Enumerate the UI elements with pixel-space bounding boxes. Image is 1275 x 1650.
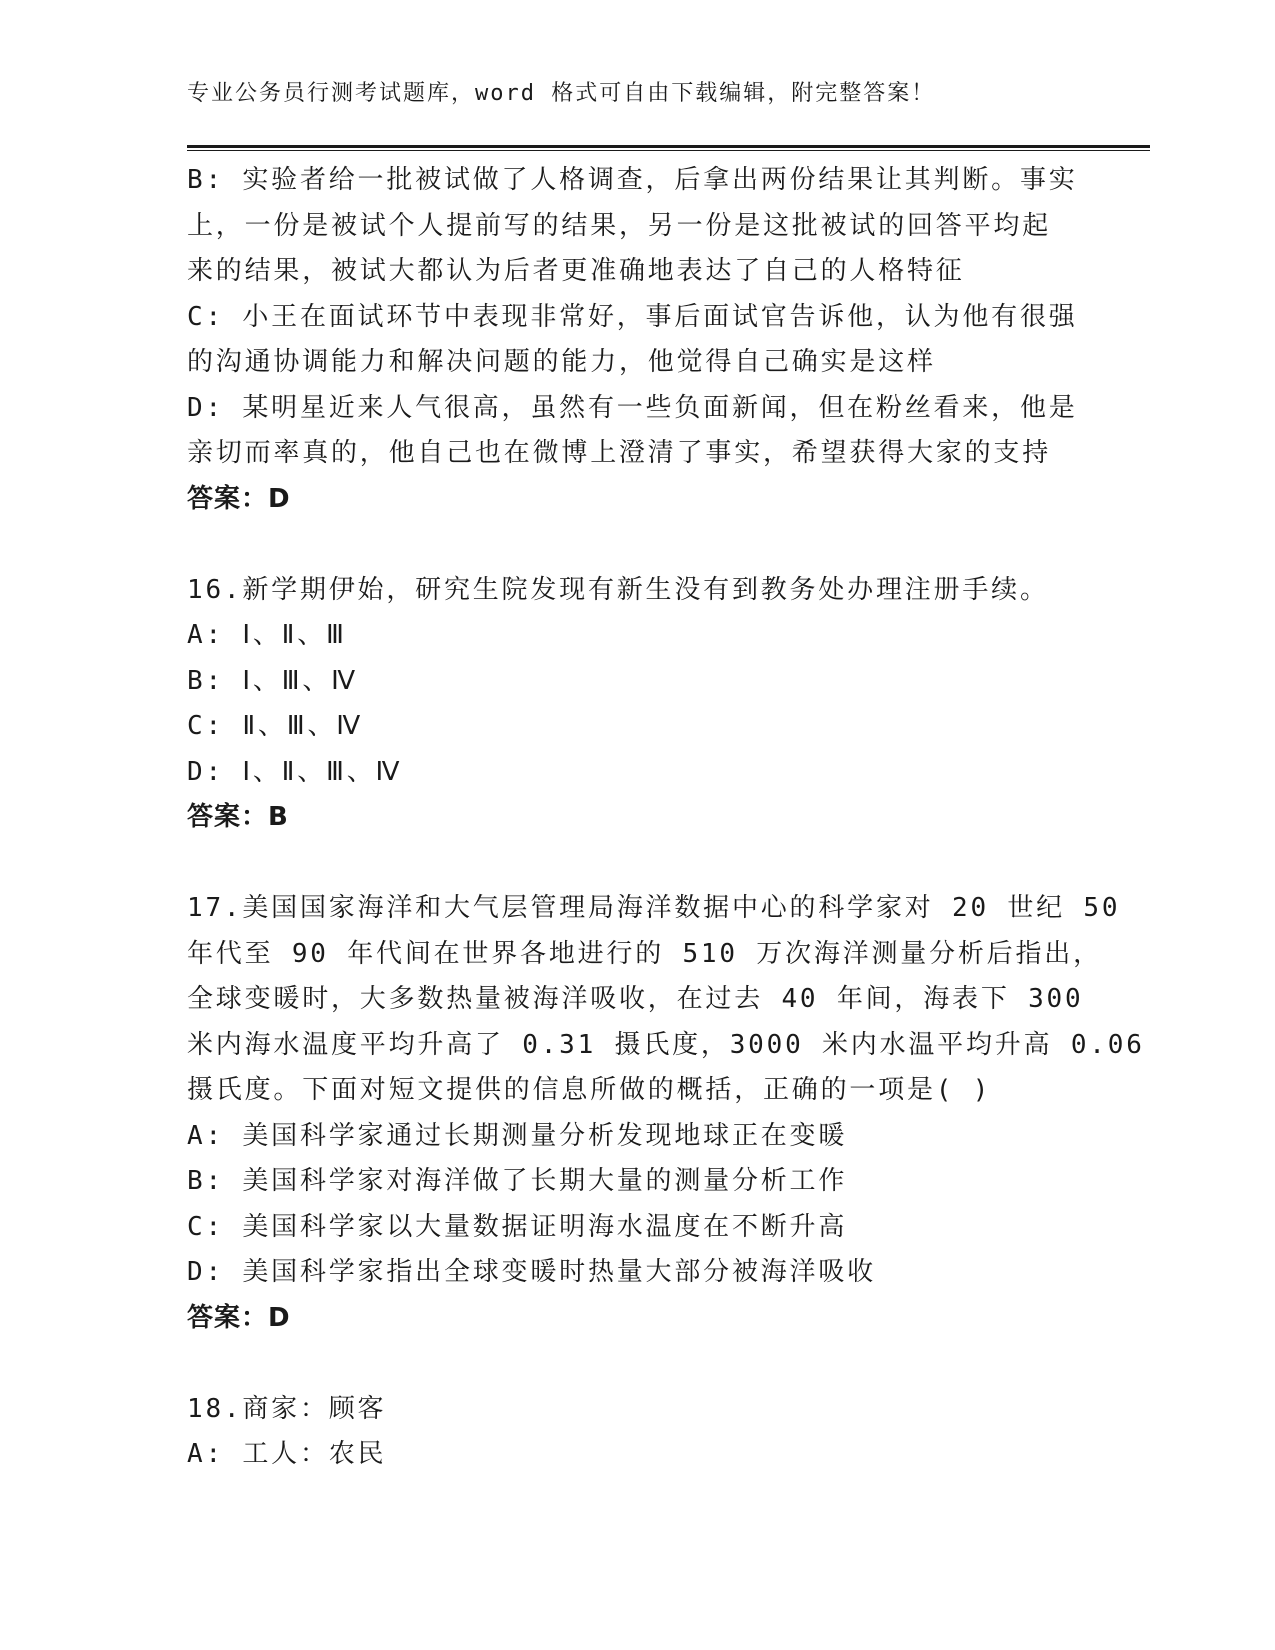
q16-stem: 16.新学期伊始，研究生院发现有新生没有到教务处办理注册手续。	[187, 574, 1049, 605]
q15-option-c-line1: C: 小王在面试环节中表现非常好，事后面试官告诉他，认为他有很强	[187, 301, 1078, 332]
q17-option-b: B: 美国科学家对海洋做了长期大量的测量分析工作	[187, 1166, 848, 1196]
q15-option-d-line2: 亲切而率真的，他自己也在微博上澄清了事实，希望获得大家的支持	[187, 438, 1052, 468]
q15-option-b-line1: B: 实验者给一批被试做了人格调查，后拿出两份结果让其判断。事实	[187, 165, 1078, 195]
q17-option-a: A: 美国科学家通过长期测量分析发现地球正在变暖	[187, 1120, 848, 1151]
q15-option-b-line3: 来的结果，被试大都认为后者更准确地表达了自己的人格特征	[187, 256, 965, 286]
q18-stem: 18.商家：顾客	[187, 1393, 387, 1424]
q16-option-b: B: Ⅰ、Ⅲ、Ⅳ	[187, 665, 358, 696]
q16-option-c: C: Ⅱ、Ⅲ、Ⅳ	[187, 711, 364, 741]
q17-stem-line1: 17.美国国家海洋和大气层管理局海洋数据中心的科学家对 20 世纪 50	[187, 893, 1121, 923]
q15-option-d-line1: D: 某明星近来人气很高，虽然有一些负面新闻，但在粉丝看来，他是	[187, 392, 1078, 423]
q17-stem-line2: 年代至 90 年代间在世界各地进行的 510 万次海洋测量分析后指出，	[187, 938, 1102, 969]
document-body	[187, 158, 1145, 1478]
q16-answer: 答案：B	[187, 802, 289, 832]
header-rule-thin	[187, 150, 1150, 151]
q17-stem-line3: 全球变暖时，大多数热量被海洋吸收，在过去 40 年间，海表下 300	[187, 984, 1084, 1014]
q16-option-a: A: Ⅰ、Ⅱ、Ⅲ	[187, 620, 347, 650]
page-header: 专业公务员行测考试题库，word 格式可自由下载编辑，附完整答案！	[187, 81, 936, 106]
q17-option-c: C: 美国科学家以大量数据证明海水温度在不断升高	[187, 1211, 848, 1242]
q17-answer: 答案：D	[187, 1302, 291, 1333]
spacer	[187, 841, 1087, 887]
spacer	[187, 522, 1087, 568]
q17-option-d: D: 美国科学家指出全球变暖时热量大部分被海洋吸收	[187, 1257, 876, 1287]
q15-answer: 答案：D	[187, 483, 291, 514]
q15-option-c-line2: 的沟通协调能力和解决问题的能力，他觉得自己确实是这样	[187, 347, 936, 377]
header-rule-thick	[187, 145, 1150, 148]
q18-option-a: A: 工人：农民	[187, 1439, 387, 1469]
q17-stem-line5: 摄氏度。下面对短文提供的信息所做的概括，正确的一项是( )	[187, 1075, 992, 1105]
q16-option-d: D: Ⅰ、Ⅱ、Ⅲ、Ⅳ	[187, 756, 403, 787]
q17-stem-line4: 米内海水温度平均升高了 0.31 摄氏度，3000 米内水温平均升高 0.06	[187, 1029, 1145, 1060]
spacer	[187, 1341, 1087, 1387]
q15-option-b-line2: 上，一份是被试个人提前写的结果，另一份是这批被试的回答平均起	[187, 210, 1052, 241]
